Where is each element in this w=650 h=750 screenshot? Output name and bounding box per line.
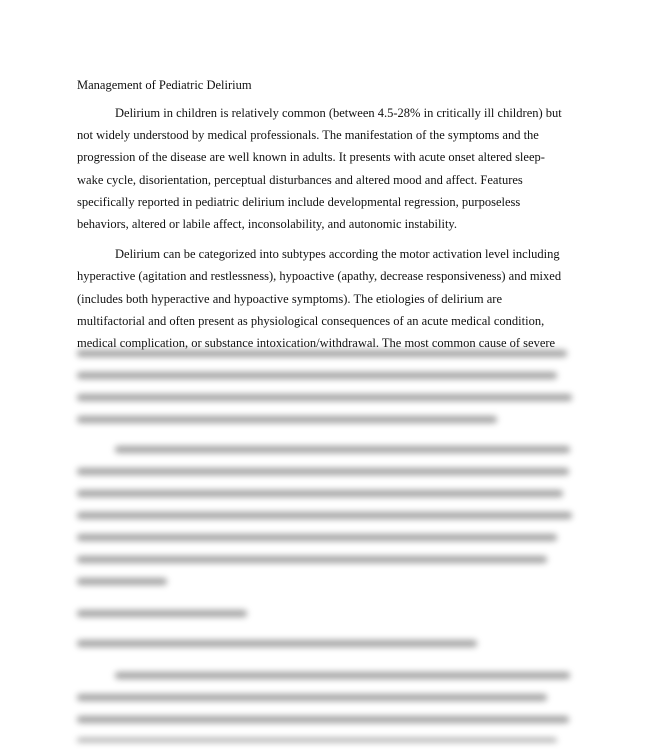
paragraph-line: progression of the disease are well known in adults. It presents with acute onset altered sleep- (77, 150, 545, 165)
paragraph-line: (includes both hyperactive and hypoactive symptoms). The etiologies of delirium are (77, 291, 502, 306)
paragraph-line: Delirium can be categorized into subtypes according the motor activation level including (115, 247, 560, 262)
blurred-preview-region (77, 342, 577, 747)
paragraph-line: wake cycle, disorientation, perceptual disturbances and altered mood and affect. Features (77, 172, 523, 187)
paragraph-line: medical complication, or substance intoxication/withdrawal. The most common cause of severe (77, 336, 556, 351)
blurred-text-placeholder (77, 342, 577, 742)
paragraph-line: multifactorial and often present as physiological consequences of an acute medical condition, (77, 313, 545, 328)
paragraph-line: specifically reported in pediatric delirium include developmental regression, purposeless (77, 194, 521, 209)
paragraph-line: behaviors, altered or labile affect, inconsolability, and autonomic instability. (77, 217, 457, 232)
paragraph-1 (77, 102, 577, 235)
document-body (77, 74, 577, 354)
paragraph-2 (77, 243, 577, 354)
paragraph-line: hyperactive (agitation and restlessness), hypoactive (apathy, decrease responsiveness) and mixed (77, 269, 562, 284)
paragraph-line: Delirium in children is relatively common (between 4.5-28% in critically ill children) but (115, 106, 562, 120)
document-title: Management of Pediatric Delirium (77, 78, 252, 92)
paragraph-line: not widely understood by medical professionals. The manifestation of the symptoms and the (77, 128, 539, 143)
